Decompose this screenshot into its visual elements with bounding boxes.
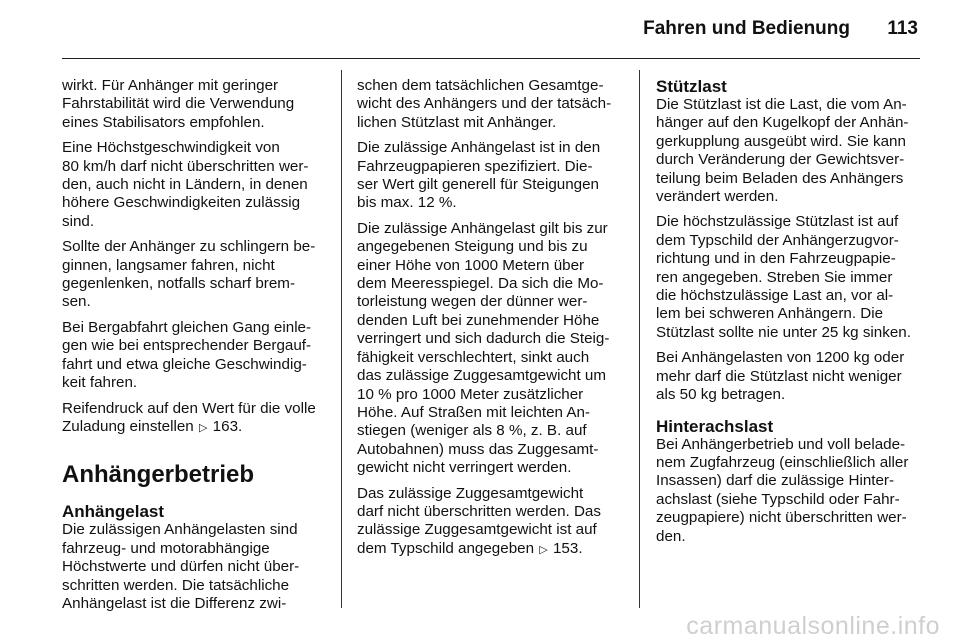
- subsection-heading: Hinterachslast: [656, 416, 774, 436]
- column-divider: [639, 70, 640, 608]
- column-1: [62, 77, 330, 620]
- paragraph: wirkt. Für Anhänger mit geringer Fahrstabilität wird die Verwendung eines Stabilisators empfohlen.: [62, 77, 295, 131]
- column-3: [656, 77, 924, 553]
- column-divider: [341, 70, 342, 608]
- paragraph: Bei Bergabfahrt gleichen Gang einle- gen wie bei entsprechender Bergauf- fahrt und etwa gleiche Geschwindig- keit fahren.: [62, 318, 312, 392]
- subsection-heading: Anhängelast: [62, 502, 165, 522]
- paragraph-text: Das zulässige Zuggesamtgewicht darf nicht überschritten werden. Das zulässige Zuggesamtgewicht ist auf dem Typschild angegeben: [357, 484, 601, 557]
- paragraph: schen dem tatsächlichen Gesamtge- wicht des Anhängers und der tatsäch- lichen Stützlast mit Anhänger.: [357, 77, 612, 131]
- section-heading: Anhängerbetrieb: [62, 461, 255, 489]
- paragraph: Die Stützlast ist die Last, die vom An- hänger auf den Kugelkopf der Anhän- gerkupplung ausgeübt wird. Sie kann durch Veränderung der Gewichtsver- teilung beim Beladen des Anhängers verändert werden.: [656, 96, 909, 206]
- page-reference-link[interactable]: 153.: [552, 539, 583, 557]
- page-header: [0, 0, 960, 52]
- paragraph: [62, 400, 330, 438]
- page-reference-arrow-icon: ▷: [198, 421, 208, 434]
- watermark: carmanualsonline.info: [686, 612, 940, 640]
- subsection-heading: Stützlast: [656, 77, 727, 96]
- page-reference-arrow-icon: ▷: [539, 543, 548, 556]
- paragraph: Die zulässige Anhängelast gilt bis zur angegebenen Steigung und bis zu einer Höhe von 1000 Metern über dem Meeresspiegel. Da sich die Mo- torleistung wegen der dünner wer- denden Luft bei zunehmender Höhe verringert und sich dadurch die Steig- fähigkeit verschlechtert, sinkt auch das zulässige Zuggesamtgewicht um 10 % pro 1000 Meter zusätzlicher Höhe. Auf Straßen mit leichten An- stiegen (weniger als 8 %, z. B. auf Autobahnen) muss das Zuggesamt- gewicht nicht verringert werden.: [357, 219, 610, 477]
- header-title: Fahren und Bedienung: [643, 18, 850, 39]
- paragraph: Die zulässige Anhängelast ist in den Fahrzeugpapieren spezifiziert. Die- ser Wert gilt generell für Steigungen bis max. 12 %.: [357, 139, 601, 212]
- paragraph: Eine Höchstgeschwindigkeit von 80 km/h darf nicht überschritten wer- den, auch nicht in Ländern, in denen höhere Geschwindigkeiten zulässig sind.: [62, 139, 309, 230]
- page-number: 113: [887, 18, 918, 39]
- paragraph: Die zulässigen Anhängelasten sind fahrzeug- und motorabhängige Höchstwerte und dürfen nicht über- schritten werden. Die tatsächliche Anhängelast ist die Differenz zwi-: [62, 521, 300, 612]
- paragraph: Sollte der Anhänger zu schlingern be- ginnen, langsamer fahren, nicht gegenlenken, notfalls scharf brem- sen.: [62, 238, 316, 311]
- column-2: [357, 77, 625, 566]
- header-rule: [62, 58, 920, 59]
- paragraph: Die höchstzulässige Stützlast ist auf dem Typschild der Anhängerzugvor- richtung und in den Fahrzeugpapie- ren angegeben. Streben Sie immer die höchstzulässige Last an, vor al- lem bei schweren Anhängern. Die Stützlast sollte nie unter 25 kg sinken.: [656, 213, 911, 341]
- paragraph: Bei Anhängelasten von 1200 kg oder mehr darf die Stützlast nicht weniger als 50 kg betragen.: [656, 349, 905, 404]
- paragraph-text: Reifendruck auf den Wert für die volle Zuladung einstellen: [62, 399, 316, 435]
- paragraph: [357, 485, 625, 560]
- page-reference-link[interactable]: 163.: [212, 417, 243, 435]
- paragraph: Bei Anhängerbetrieb und voll belade- nem Zugfahrzeug (einschließlich aller Insassen) darf die zulässige Hinter- achslast (siehe Typschild oder Fahr- zeugpapiere) nicht überschritten wer- den.: [656, 435, 909, 545]
